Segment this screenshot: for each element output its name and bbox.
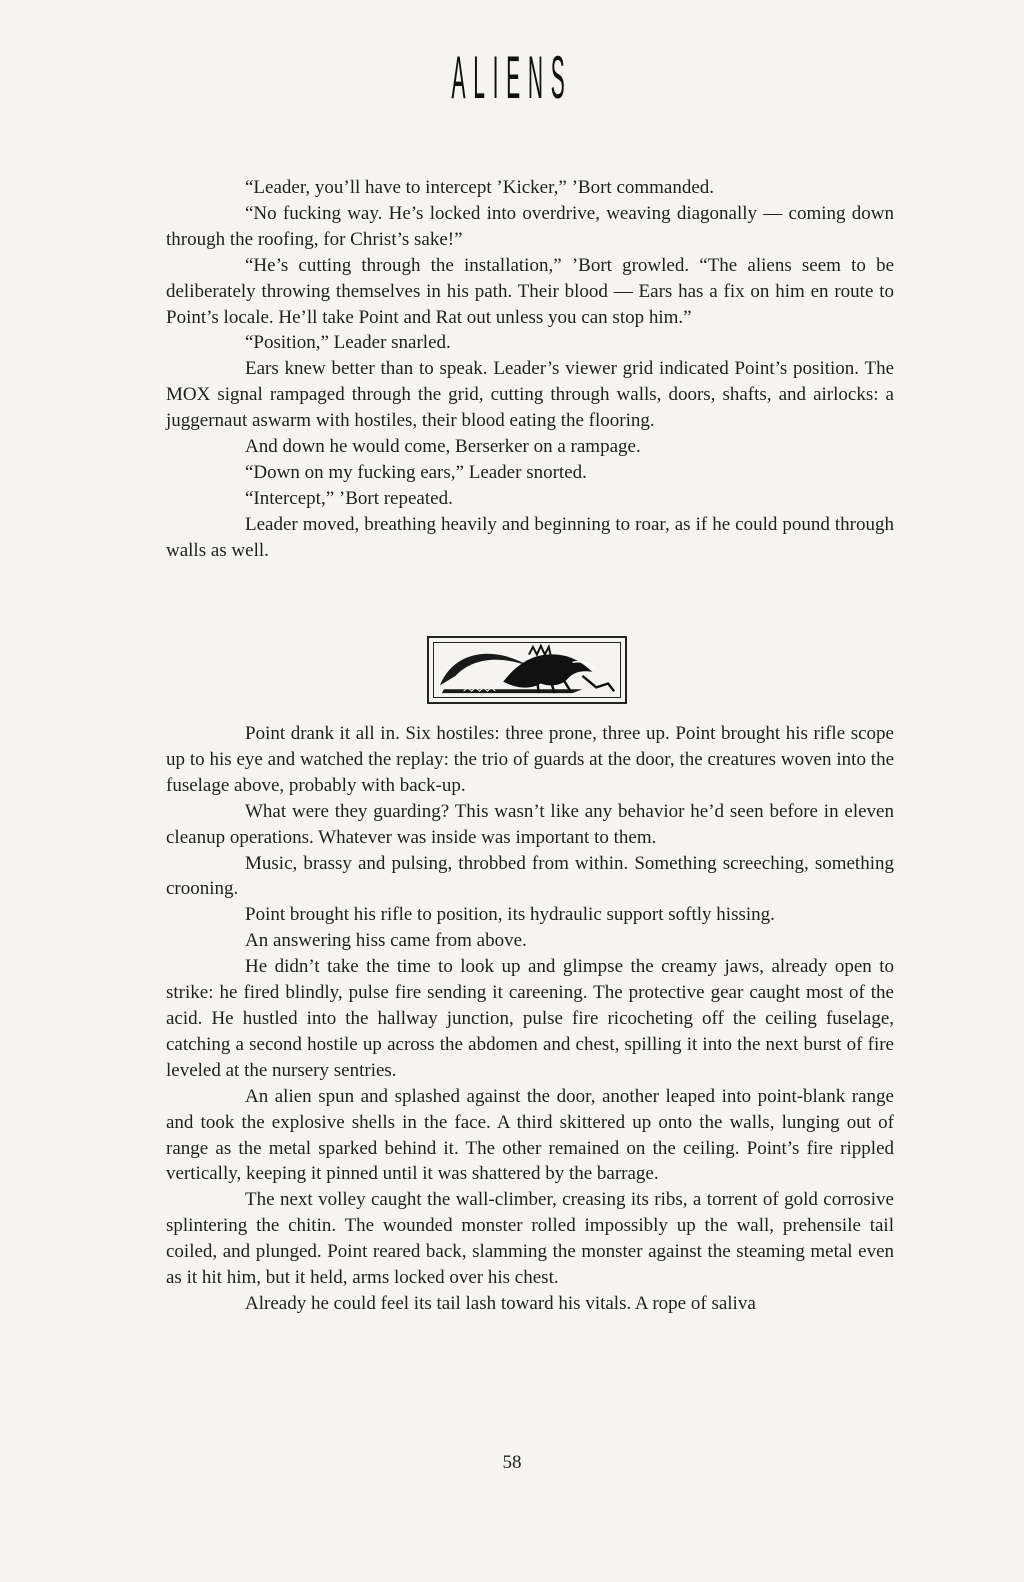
- paragraph: Point drank it all in. Six hostiles: three prone, three up. Point brought his rifle scope up to his eye and watched the replay: the trio of guards at the door, the creatures woven into the fuselage above, probably with back-up.: [166, 723, 894, 796]
- paragraph: Ears knew better than to speak. Leader’s viewer grid indicated Point’s position. The MOX signal rampaged through the grid, cutting through walls, doors, shafts, and airlocks: a juggernaut aswarm with hostiles, their blood eating the flooring.: [166, 358, 894, 432]
- aliens-logo: ALIENS: [451, 44, 573, 111]
- paragraph: An alien spun and splashed against the door, another leaped into point-blank range and took the explosive shells in the face. A third skittered up onto the walls, lunging out of range as the metal sparked behind it. The other remained on the ceiling. Point’s fire rippled vertically, keeping it pinned until it was shattered by the barrage.: [166, 1085, 894, 1185]
- paragraph: “No fucking way. He’s locked into overdrive, weaving diagonally — coming down through the roofing, for Christ’s sake!”: [166, 202, 894, 250]
- paragraph: He didn’t take the time to look up and glimpse the creamy jaws, already open to strike: he fired blindly, pulse fire sending it careening. The protective gear caught most of the acid. He hustled into the hallway junction, pulse fire ricocheting off the ceiling fuselage, catching a second hostile up across the abdomen and chest, spilling it into the next burst of fire leveled at the nursery sentries.: [166, 956, 894, 1081]
- paragraph: Music, brassy and pulsing, throbbed from within. Something screeching, something crooning.: [166, 852, 894, 900]
- paragraph: “Position,” Leader snarled.: [245, 332, 451, 354]
- section-break-ornament: [427, 636, 627, 704]
- page-number: 58: [502, 1452, 522, 1473]
- paragraph: “He’s cutting through the installation,” ’Bort growled. “The aliens seem to be deliberately throwing themselves in his path. Their blood — Ears has a fix on him en route to Point’s locale. He’ll take Point and Rat out unless you can stop him.”: [166, 254, 894, 328]
- text-section-1: [166, 175, 894, 564]
- text-section-2: [166, 721, 894, 1317]
- paragraph: And down he would come, Berserker on a rampage.: [245, 436, 641, 458]
- paragraph: An answering hiss came from above.: [245, 930, 527, 952]
- paragraph: Leader moved, breathing heavily and beginning to roar, as if he could pound through walls as well.: [166, 513, 894, 561]
- paragraph: “Leader, you’ll have to intercept ’Kicker,” ’Bort commanded.: [245, 177, 715, 198]
- paragraph: “Down on my fucking ears,” Leader snorted.: [245, 461, 587, 483]
- paragraph: “Intercept,” ’Bort repeated.: [245, 487, 453, 509]
- paragraph: What were they guarding? This wasn’t like any behavior he’d seen before in eleven cleanup operations. Whatever was inside was important to them.: [166, 800, 894, 848]
- paragraph: The next volley caught the wall-climber, creasing its ribs, a torrent of gold corrosive splintering the chitin. The wounded monster rolled impossibly up the wall, prehensile tail coiled, and plunged. Point reared back, slamming the monster against the steaming metal even as it hit him, but it held, arms locked over his chest.: [166, 1189, 894, 1289]
- paragraph: Point brought his rifle to position, its hydraulic support softly hissing.: [245, 904, 775, 926]
- paragraph: Already he could feel its tail lash toward his vitals. A rope of saliva: [245, 1292, 756, 1314]
- alien-creature-illustration-icon: [433, 642, 621, 698]
